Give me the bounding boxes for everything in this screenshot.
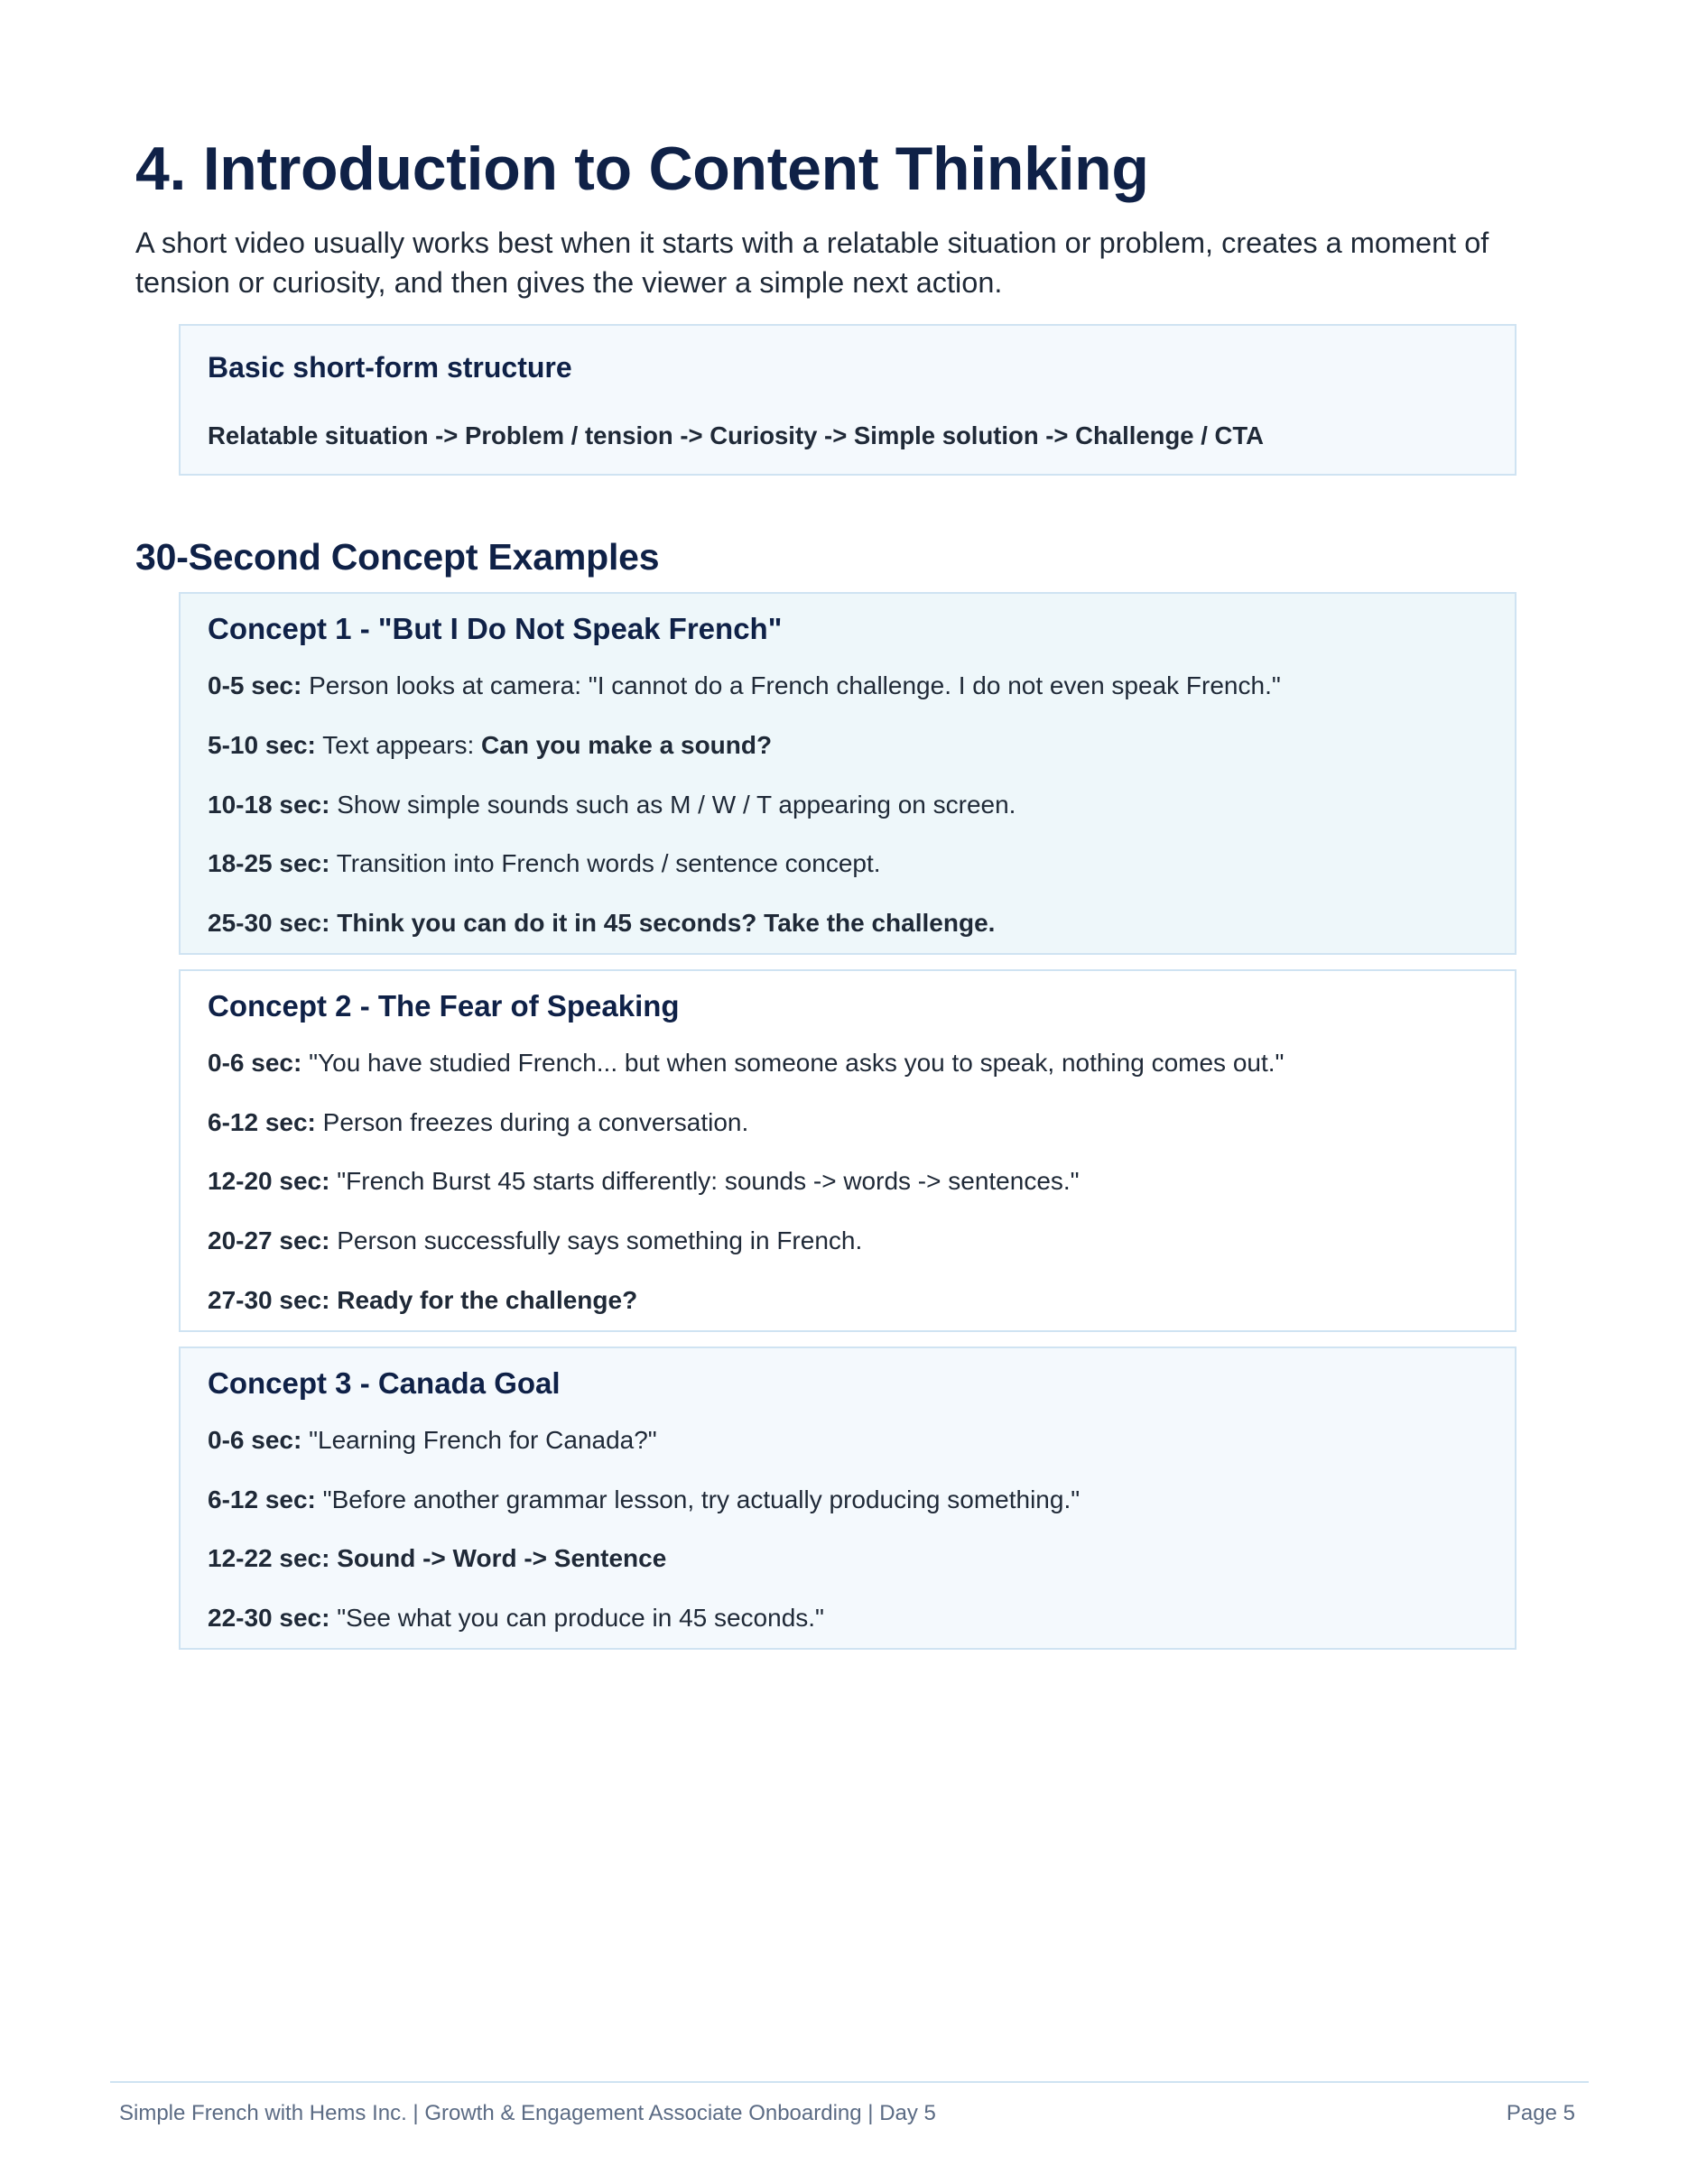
concept-beat bbox=[208, 1541, 1488, 1576]
beat-text: "Learning French for Canada?" bbox=[301, 1425, 657, 1454]
structure-box bbox=[179, 324, 1516, 476]
beat-time: 6-12 sec: bbox=[208, 1485, 316, 1513]
beat-time: 12-20 sec: bbox=[208, 1167, 330, 1196]
concept-beat bbox=[208, 1483, 1488, 1517]
concept-beat bbox=[208, 906, 1488, 940]
beat-time: 12-22 sec: bbox=[208, 1544, 330, 1573]
concept-title: Concept 2 - The Fear of Speaking bbox=[208, 988, 680, 1023]
beat-text: Show simple sounds such as M / W / T appearing on screen. bbox=[329, 790, 1016, 819]
beat-time: 22-30 sec: bbox=[208, 1604, 330, 1633]
beat-time: 18-25 sec: bbox=[208, 849, 330, 878]
structure-flow: Relatable situation -> Problem / tension -> Curiosity -> Simple solution -> Challenge / CTA bbox=[208, 421, 1264, 450]
section-title: 30-Second Concept Examples bbox=[135, 535, 660, 578]
beat-text: "Before another grammar lesson, try actually producing something." bbox=[315, 1485, 1081, 1513]
concept-card bbox=[179, 592, 1516, 955]
concept-beat bbox=[208, 669, 1488, 703]
concept-beat bbox=[208, 788, 1488, 822]
beat-time: 0-6 sec: bbox=[208, 1048, 302, 1077]
concept-beat bbox=[208, 728, 1488, 763]
beat-text: Person looks at camera: "I cannot do a French challenge. I do not even speak French." bbox=[301, 671, 1281, 699]
concept-beat bbox=[208, 1224, 1488, 1258]
concept-card bbox=[179, 1346, 1516, 1650]
beat-text: "See what you can produce in 45 seconds." bbox=[329, 1604, 824, 1633]
concept-title: Concept 1 - "But I Do Not Speak French" bbox=[208, 612, 783, 646]
page-title: 4. Introduction to Content Thinking bbox=[135, 134, 1149, 203]
beat-time: 6-12 sec: bbox=[208, 1107, 316, 1136]
concept-beat bbox=[208, 1106, 1488, 1140]
concept-list bbox=[135, 592, 1562, 1650]
concept-beat bbox=[208, 1283, 1488, 1318]
footer-text: Simple French with Hems Inc. | Growth & Engagement Associate Onboarding | Day 5 bbox=[119, 2101, 936, 2125]
concept-beat bbox=[208, 1046, 1488, 1080]
concept-beat bbox=[208, 847, 1488, 881]
beat-text: Person freezes during a conversation. bbox=[315, 1107, 749, 1136]
concept-beat bbox=[208, 1423, 1488, 1458]
beat-time: 0-6 sec: bbox=[208, 1425, 302, 1454]
beat-text: "French Burst 45 starts differently: sounds -> words -> sentences." bbox=[329, 1167, 1080, 1196]
beat-emphasis: Think you can do it in 45 seconds? Take the challenge. bbox=[337, 909, 996, 938]
concept-title: Concept 3 - Canada Goal bbox=[208, 1365, 561, 1400]
beat-emphasis: Can you make a sound? bbox=[481, 730, 773, 759]
structure-box-title: Basic short-form structure bbox=[208, 351, 572, 384]
beat-text: "You have studied French... but when someone asks you to speak, nothing comes out." bbox=[301, 1048, 1285, 1077]
beat-time: 25-30 sec: bbox=[208, 909, 330, 938]
beat-time: 0-5 sec: bbox=[208, 671, 302, 699]
beat-time: 10-18 sec: bbox=[208, 790, 330, 819]
beat-time: 20-27 sec: bbox=[208, 1226, 330, 1255]
concept-beat bbox=[208, 1601, 1488, 1635]
beat-time: 5-10 sec: bbox=[208, 730, 316, 759]
beat-emphasis: Sound -> Word -> Sentence bbox=[337, 1544, 667, 1573]
beat-text: Text appears: bbox=[315, 730, 482, 759]
beat-time: 27-30 sec: bbox=[208, 1286, 330, 1315]
beat-text: Person successfully says something in French. bbox=[329, 1226, 863, 1255]
beat-text: Transition into French words / sentence concept. bbox=[329, 849, 881, 878]
page-content bbox=[135, 135, 1562, 1650]
beat-emphasis: Ready for the challenge? bbox=[337, 1286, 638, 1315]
intro-paragraph: A short video usually works best when it starts with a relatable situation or problem, creates a moment of tension or curiosity, and then gives the viewer a simple next action. bbox=[135, 226, 1489, 299]
footer-divider bbox=[110, 2081, 1589, 2083]
concept-card bbox=[179, 969, 1516, 1332]
page-number: Page 5 bbox=[1506, 2101, 1575, 2125]
concept-beat bbox=[208, 1164, 1488, 1198]
